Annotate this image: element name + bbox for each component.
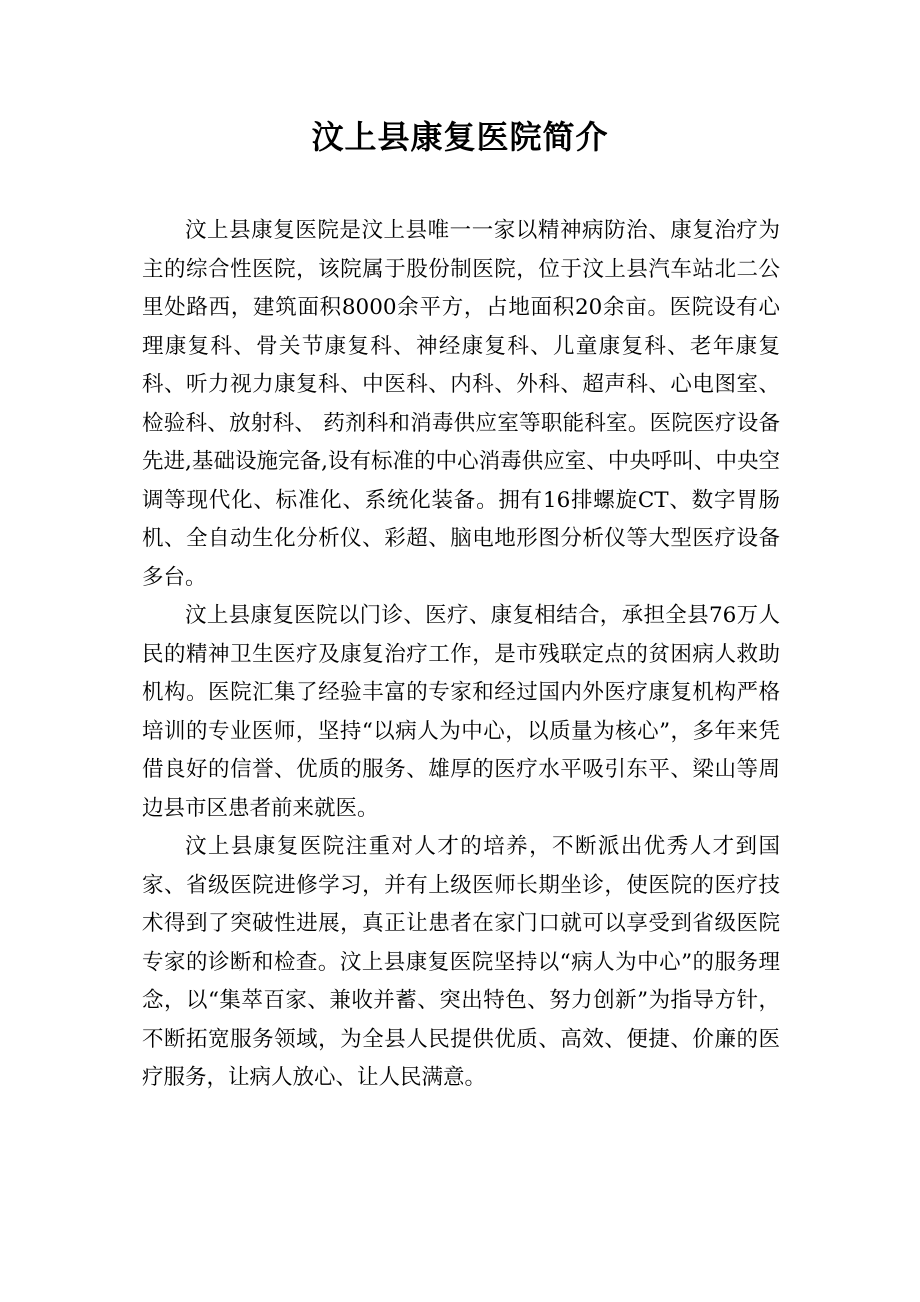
paragraph-services: 汶上县康复医院以门诊、医疗、康复相结合，承担全县76万人民的精神卫生医疗及康复治疗工作，是市残联定点的贫困病人救助机构。医院汇集了经验丰富的专家和经过国内外医疗康复机构严格培训的专业医师，坚持“以病人为中心，以质量为核心”，多年来凭借良好的信誉、优质的服务、雄厚的医疗水平吸引东平、梁山等周边县市区患者前来就医。: [142, 603, 780, 821]
paragraph-talent: 汶上县康复医院注重对人才的培养，不断派出优秀人才到国家、省级医院进修学习，并有上级医师长期坐诊，使医院的医疗技术得到了突破性进展，真正让患者在家门口就可以享受到省级医院专家的诊断和检查。汶上县康复医院坚持以“病人为中心”的服务理念，以“集萃百家、兼收并蓄、突出特色、努力创新”为指导方针，不断拓宽服务领域，为全县人民提供优质、高效、便捷、价廉的医疗服务，让病人放心、让人民满意。: [142, 834, 780, 1090]
document-body: [142, 212, 780, 1098]
page-title: 汶上县康复医院简介: [311, 118, 609, 156]
paragraph-overview: 汶上县康复医院是汶上县唯一一家以精神病防治、康复治疗为主的综合性医院，该院属于股份制医院，位于汶上县汽车站北二公里处路西，建筑面积8000余平方，占地面积20余亩。医院设有心理康复科、骨关节康复科、神经康复科、儿童康复科、老年康复科、听力视力康复科、中医科、内科、外科、超声科、心电图室、检验科、放射科、 药剂科和消毒供应室等职能科室。医院医疗设备先进,基础设施完备,设有标准的中心消毒供应室、中央呼叫、中央空调等现代化、标准化、系统化装备。拥有16排螺旋CT、数字胃肠机、全自动生化分析仪、彩超、脑电地形图分析仪等大型医疗设备多台。: [142, 218, 780, 590]
